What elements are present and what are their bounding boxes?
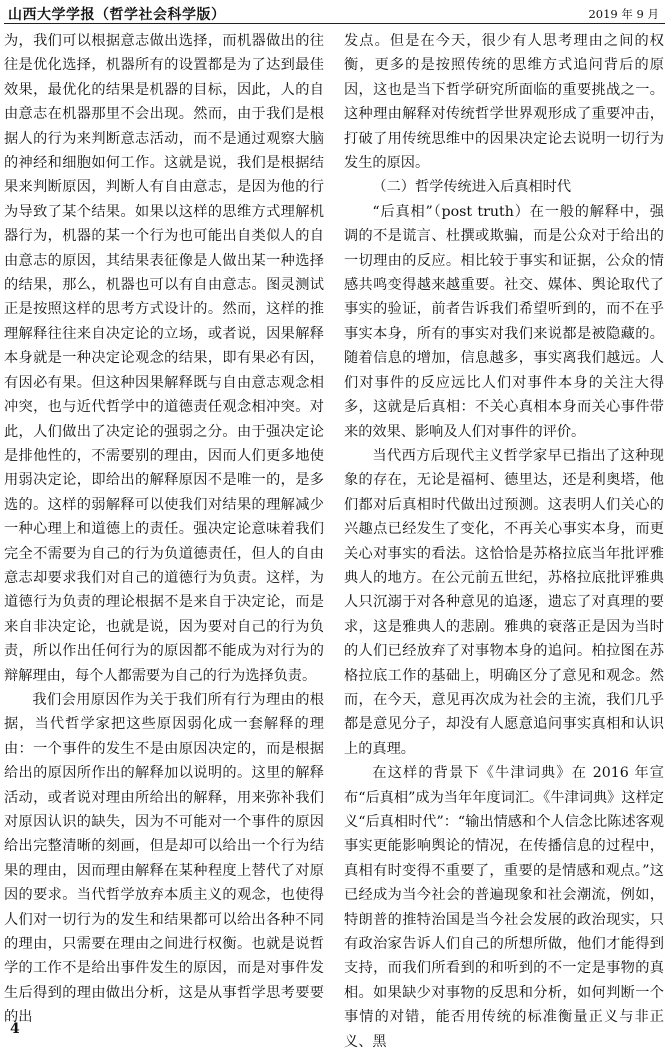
paragraph-continued: 发点。但是在今天，很少有人思考理由之间的权衡，更多的是按照传统的思维方式追问背后的原因，这也是当下哲学研究所面临的重要挑战之一。这种理由解释对传统哲学世界观形成了重要冲击，打破了用传统思维中的因果决定论去说明一切行为发生的原因。: [344, 33, 664, 172]
header-divider: [4, 23, 665, 24]
right-text-column: [344, 29, 664, 1050]
paragraph: 我们会用原因作为关于我们所有行为理由的根据，当代哲学家把这些原因弱化成一套解释的理由：一个事件的发生不是由原因决定的，而是根据给出的原因所作出的解释加以说明的。这里的解释活动，或者说对理由所给出的解释，用来弥补我们对原因认识的缺失，因为不可能对一个事件的原因给出完整清晰的刻画，但是却可以给出一个行为结果的理由，因而理由解释在某种程度上替代了对原因的要求。当代哲学放弃本质主义的观念，也使得人们对一切行为的发生和结果都可以给出各种不同的理由，只需要在理由之间进行权衡。也就是说哲学的工作不是给出事件发生的原因，而是对事件发生后得到的理由做出分析，这是从事哲学思考要要的出: [4, 691, 324, 1026]
left-text-column: [4, 29, 324, 1026]
paragraph-continued: 为，我们可以根据意志做出选择，而机器做出的往往是优化选择，机器所有的设置都是为了达到最佳效果，最优化的结果是机器的目标，因此，人的自由意志在机器那里不会出现。然而，由于我们是根据人的行为来判断意志活动，而不是通过观察大脑的神经和细胞如何工作。这就是说，我们是根据结果来判断原因，判断人有自由意志，是因为他的行为导致了某个结果。如果以这样的思维方式理解机器行为，机器的某一个行为也可能出自类似人的自由意志的原因，其结果表征像是人做出某一种选择的结果，那么，机器也可以有自由意志。图灵测试正是按照这样的思考方式设计的。然而，这样的推理解释往往来自决定论的立场，或者说，因果解释本身就是一种决定论观念的结果，即有果必有因，有因必有果。但这种因果解释既与自由意志观念相冲突，也与近代哲学中的道德责任观念相冲突。对此，人们做出了决定论的强弱之分。由于强决定论是排他性的，不需要别的理由，因而人们更多地使用弱决定论，即给出的解释原因不是唯一的，是多选的。这样的弱解释可以使我们对结果的理解减少一种心理上和道德上的责任。强决定论意味着我们完全不需要为自己的行为负道德责任，但人的自由意志却要求我们对自己的道德行为负责。这样，为道德行为负责的理论根据不是来自于决定论，而是来自非决定论，也就是说，因为要对自己的行为负责，所以作出任何行为的原因都不能成为对行为的辩解理由，每个人都需要为自己的行为选择负责。: [4, 33, 324, 684]
issue-date: 2019 年 9 月: [588, 7, 659, 21]
journal-title: 山西大学学报（哲学社会科学版）: [8, 7, 226, 23]
paragraph: “后真相”（post truth）在一般的解释中，强调的不是谎言、杜撰或欺骗，而是公众对于给出的一切理由的反应。相比较于事实和证据，公众的情感共鸣变得越来越重要。社交、媒体、舆论取代了事实的验证，前者告诉我们希望听到的，而不在乎事实本身，所有的事实对我们来说都是被隐藏的。随着信息的增加，信息越多，事实离我们越远。人们对事件的反应远比人们对事件本身的关注大得多，这就是后真相：不关心真相本身而关心事件带来的效果、影响及人们对事件的评价。: [344, 203, 664, 440]
paragraph: 当代西方后现代主义哲学家早已指出了这种现象的存在，无论是福柯、德里达，还是利奥塔，他们都对后真相时代做出过预测。这表明人们关心的兴趣点已经发生了变化，不再关心事实本身，而更关心对事实的看法。这恰恰是苏格拉底当年批评雅典人的地方。在公元前五世纪，苏格拉底批评雅典人只沉溺于对各种意见的追逐，遗忘了对真理的要求，这是雅典人的悲剧。雅典的衰落正是因为当时的人们已经放弃了对事物本身的追问。柏拉图在苏格拉底工作的基础上，明确区分了意见和观念。然而，在今天，意见再次成为社会的主流，我们几乎都是意见分子，却没有人愿意追问事实真相和认识上的真理。: [344, 447, 664, 757]
paragraph: 在这样的背景下《牛津词典》在 2016 年宣布“后真相”成为当年年度词汇。《牛津词典》这样定义“后真相时代”：“输出情感和个人信念比陈述客观事实更能影响舆论的情况，在传播信息的过程中，真相有时变得不重要了，重要的是情感和观点。”这已经成为当今社会的普遍现象和社会潮流，例如，特朗普的推特治国是当今社会发展的政治现实，只有政治家告诉人们自己的所想所做，他们才能得到支持，而我们所看到的和听到的不一定是事物的真相。如果缺少对事物的反思和分析，如何判断一个事情的对错，能否用传统的标准衡量正义与非正义、黑: [344, 765, 664, 1050]
page-header: [0, 0, 669, 26]
section-heading: （二）哲学传统进入后真相时代: [372, 179, 572, 196]
page-number: 4: [10, 1021, 20, 1037]
